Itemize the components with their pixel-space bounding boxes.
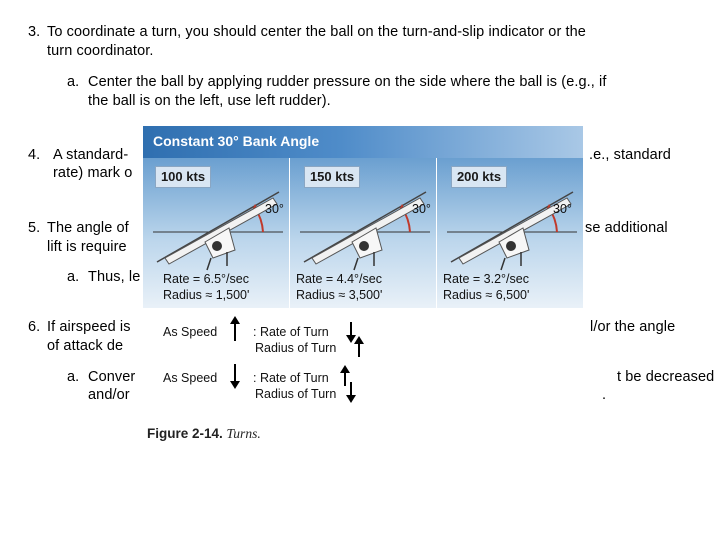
item-5a-line-1: Thus, le	[88, 269, 141, 285]
item-number: 6.	[28, 319, 41, 335]
figure-header-bar	[143, 126, 583, 158]
item-6a-line-2-start: and/or	[88, 387, 130, 403]
legend-rate-label: : Rate of Turn	[253, 325, 329, 339]
turn-rate-label: Rate = 4.4°/sec	[296, 272, 382, 286]
turn-rate-label: Rate = 6.5°/sec	[163, 272, 249, 286]
item-4-line-1-start: A standard-	[53, 147, 129, 163]
legend-speed-label: As Speed	[163, 325, 218, 339]
turn-radius-label: Radius ≈ 3,500'	[296, 288, 383, 302]
figure-caption	[147, 426, 261, 442]
subitem-letter: a.	[67, 369, 80, 385]
item-number: 5.	[28, 220, 41, 236]
legend-radius-label: Radius of Turn	[255, 387, 337, 401]
figure-name: Turns.	[226, 426, 261, 441]
item-4-line-1-end: .e., standard	[589, 147, 671, 163]
figure-number: Figure 2-14.	[147, 426, 223, 441]
item-5-line-2: lift is require	[47, 239, 127, 255]
item-3a-line-2: the ball is on the left, use left rudder).	[88, 93, 331, 109]
arrow-down-icon	[229, 364, 241, 390]
turn-rate-label: Rate = 3.2°/sec	[443, 272, 529, 286]
bank-angle-label: 30°	[412, 202, 431, 216]
item-6-line-1-start: If airspeed is	[47, 319, 131, 335]
legend-speed-label: As Speed	[163, 371, 218, 385]
figure-title: Constant 30° Bank Angle	[153, 133, 320, 149]
turn-radius-label: Radius ≈ 6,500'	[443, 288, 530, 302]
subitem-letter: a.	[67, 269, 80, 285]
speed-label: 200 kts	[451, 166, 507, 188]
speed-label: 100 kts	[155, 166, 211, 188]
turn-radius-label: Radius ≈ 1,500'	[163, 288, 250, 302]
item-3a-line-1: Center the ball by applying rudder pressure on the side where the ball is (e.g., if	[88, 74, 607, 90]
item-6-line-1-end: l/or the angle	[590, 319, 676, 335]
item-6a-line-2-end: .	[602, 387, 607, 403]
speed-label: 150 kts	[304, 166, 360, 188]
item-5-line-1-start: The angle of	[47, 220, 129, 236]
panel-200-kts	[437, 158, 583, 308]
turns-figure	[143, 126, 583, 446]
bank-angle-label: 30°	[553, 202, 572, 216]
item-3-line-1: To coordinate a turn, you should center the ball on the turn-and-slip indicator or the	[47, 24, 586, 40]
item-number: 3.	[28, 24, 41, 40]
item-6a-line-1-end: t be decreased	[617, 369, 715, 385]
arrow-up-icon	[229, 316, 241, 342]
item-5-line-1-end: se additional	[585, 220, 668, 236]
legend-rate-label: : Rate of Turn	[253, 371, 329, 385]
subitem-letter: a.	[67, 74, 80, 90]
item-number: 4.	[28, 147, 41, 163]
item-3-line-2: turn coordinator.	[47, 43, 154, 59]
bank-angle-label: 30°	[265, 202, 284, 216]
panel-150-kts	[290, 158, 436, 308]
arrow-up-icon	[353, 336, 365, 358]
item-6-line-2: of attack de	[47, 338, 124, 354]
legend-radius-label: Radius of Turn	[255, 341, 337, 355]
item-6a-line-1-start: Conver	[88, 369, 136, 385]
arrow-down-icon	[345, 382, 357, 404]
panel-100-kts	[143, 158, 289, 308]
item-4-line-2: rate) mark o	[53, 165, 133, 181]
